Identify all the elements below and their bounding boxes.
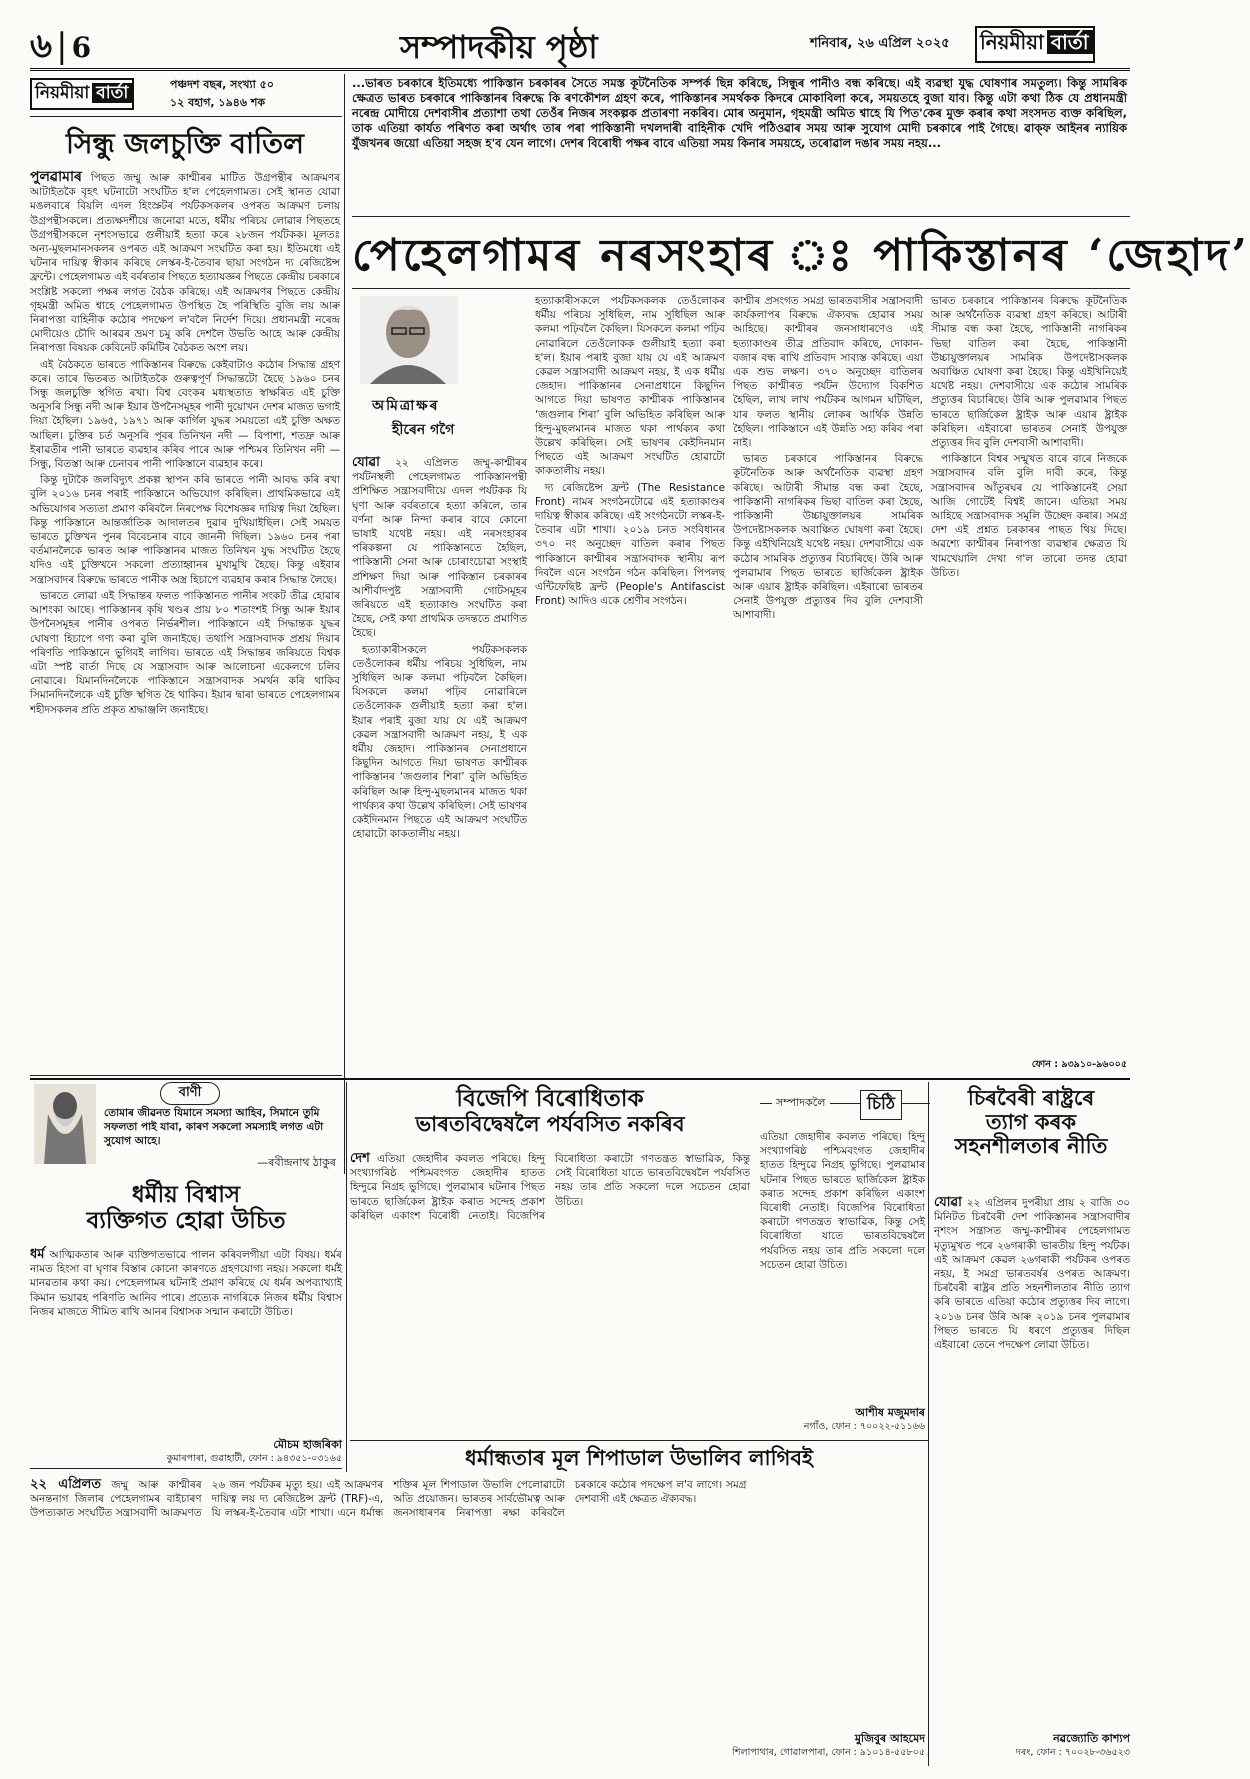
editorial-paragraph: ভাৰতে লোৱা এই সিদ্ধান্তৰ ফলত পাকিস্তানত পানীৰ সংকট তীব্ৰ হোৱাৰ আশংকা আছে। পাকিস্তানৰ কৃষি খণ্ডৰ প্ৰায় ৮০ শতাংশই সিন্ধু আৰু ইয়াৰ উপনৈসমূহৰ পানীৰ ওপৰত নিৰ্ভৰশীল। পাকিস্তানে এই সিদ্ধান্তক যুদ্ধৰ ঘোষণা হিচাপে গণ্য কৰা বুলি জনাইছে। তথাপি সন্ত্ৰাসবাদক প্ৰশ্ৰয় দিয়াৰ পৰিণতি পাকিস্তানে ভুগিবই লাগিব। ভাৰতে এই সিদ্ধান্তৰ জৰিয়তে বিশ্বক এটা স্পষ্ট বাৰ্তা দিছে যে সন্ত্ৰাসবাদ আৰু আলোচনা একেলগে চলিব নোৱাৰে। যিমানদিনলৈকে পাকিস্তানে সন্ত্ৰাসবাদক সমৰ্থন কৰি থাকিব সিমানদিনলৈকে এই চুক্তি স্থগিত হৈ থাকিব। ইয়াৰ দ্বাৰা ভাৰতে পেহেলগামৰ শহীদসকলৰ প্ৰতি প্ৰকৃত শ্ৰদ্ধাঞ্জলি জনাইছে। (30, 589, 340, 716)
letter-right-place: দৰং, ফোন : ৭০০২৮-৩৬৫২৩ (1015, 1747, 1130, 1758)
feature-paragraph: হত্যাকাৰীসকলে পৰ্যটকসকলক তেওঁলোকৰ ধৰ্মীয় পৰিচয় সুধিছিল, নাম সুধিছিল আৰু কলমা পঢ়িবলৈ কৈছিল। যিসকলে কলমা পঢ়িব নোৱাৰিলে তেওঁলোকক গুলীয়াই হত্যা কৰা হ'ল। ইয়াৰ পৰাই বুজা যায় যে এই আক্ৰমণ কেৱল সন্ত্ৰাসবাদী আক্ৰমণ নহয়, ই এক ধৰ্মীয় জেহাদ। পাকিস্তানৰ সেনাপ্ৰধানে কিছুদিন আগতে দিয়া ভাষণত কাশ্মীৰক পাকিস্তানৰ ‘জগুলাৰ শিৰা’ বুলি অভিহিত কৰিছিল আৰু হিন্দু-মুছলমানৰ মাজত থকা পাৰ্থক্যৰ কথা উল্লেখ কৰিছিল। সেই ভাষণৰ কেইদিনমান পিছতে এই আক্ৰমণ সংঘটিত হোৱাটো কাকতালীয় নহয়। (352, 643, 527, 841)
letter-left-lead: ধৰ্ম (30, 1247, 45, 1262)
letter-right-title: চিৰবৈৰী ৰাষ্ট্ৰৰে ত্যাগ কৰক সহনশীলতাৰ নীতি (954, 1086, 1108, 1159)
letter-center-body: দেশ এতিয়া জেহাদীৰ কবলত পৰিছে। হিন্দু সংখ্যাগৰিষ্ঠ পশ্চিমবংগত জেহাদীৰ হাতত হিন্দুৱে নিগ্ৰহ ভুগিছে। পুলৱামাৰ ঘটনাৰ পিছত ভাৰতে ছাৰ্জিকেল ষ্ট্ৰাইক কৰাত সন্দেহ প্ৰকাশ কৰিছিল একাংশ বিৰোধী নেতাই। বিজেপিৰ বিৰোধিতা কৰাটো গণতন্ত্ৰত স্বাভাৱিক, কিন্তু সেই বিৰোধিতা যাতে ভাৰতবিদ্বেষলৈ পৰ্যবসিত নহয় তাৰ প্ৰতি সকলো দলে সচেতন হোৱা উচিত। (350, 1151, 750, 1222)
quote-box (30, 1075, 342, 1173)
header-logo: নিয়মীয়া বাৰ্তা (975, 26, 1095, 63)
letter-center-body-2: এতিয়া জেহাদীৰ কবলত পৰিছে। হিন্দু সংখ্যাগৰিষ্ঠ পশ্চিমবংগত জেহাদীৰ হাতত হিন্দুৱে নিগ্ৰহ ভুগিছে। পুলৱামাৰ ঘটনাৰ পিছত ভাৰতে ছাৰ্জিকেল ষ্ট্ৰাইক কৰাত সন্দেহ প্ৰকাশ কৰিছিল একাংশ বিৰোধী নেতাই। বিজেপিৰ বিৰোধিতা কৰাটো গণতন্ত্ৰত স্বাভাৱিক, কিন্তু সেই বিৰোধিতা যাতে ভাৰতবিদ্বেষলৈ পৰ্যবসিত নহয় তাৰ প্ৰতি সকলো দলে সচেতন হোৱা উচিত। (760, 1131, 925, 1271)
feature-paragraph: কাশ্মীৰ প্ৰসংগত সমগ্ৰ ভাৰতবাসীৰ সন্ত্ৰাসবাদী কাৰ্যকলাপৰ বিৰুদ্ধে ঐক্যবদ্ধ হোৱাৰ সময় আহিছে। কাশ্মীৰৰ জনসাধাৰণেও এই হত্যাকাণ্ডৰ তীব্ৰ প্ৰতিবাদ কৰিছে, দোকান-বজাৰ বন্ধ ৰাখি প্ৰতিবাদ সাব্যস্ত কৰিছে। এয়া এক শুভ লক্ষণ। ৩৭০ অনুচ্ছেদ বাতিলৰ পিছত কাশ্মীৰত পৰ্যটন উদ্যোগ বিকশিত হৈছিল, লাখ লাখ পৰ্যটকৰ আগমন ঘটিছিল, যাৰ ফলত স্থানীয় লোকৰ আৰ্থিক উন্নতি হৈছিল। পাকিস্তানে এই উন্নতি সহ্য কৰিব পৰা নাই। (733, 295, 923, 450)
feature-column-2 (535, 294, 725, 1066)
masthead (30, 74, 340, 114)
page-number-bn: ৬ (30, 26, 53, 66)
saka-date: ১২ বহাগ, ১৯৪৬ শক (170, 96, 266, 109)
letter-left-signature: মৌচম হাজৰিকা (273, 1438, 342, 1451)
letter-center-title: বিজেপি বিৰোধিতাক ভাৰতবিদ্বেষলৈ পৰ্যবসিত নকৰিব (415, 1086, 685, 1137)
editorial-paragraph: এই বৈঠকতে ভাৰতে পাকিস্তানৰ বিৰুদ্ধে কেইবাটাও কঠোৰ সিদ্ধান্ত গ্ৰহণ কৰে। তাৰে ভিতৰত আটাইতকৈ গুৰুত্বপূৰ্ণ সিদ্ধান্তটো হৈছে ১৯৬০ চনৰ সিন্ধু জলচুক্তি স্থগিত ৰখা। বিশ্ব বেংকৰ মধ্যস্থতাত স্বাক্ষৰিত এই চুক্তি অনুসৰি সিন্ধু নদী আৰু ইয়াৰ উপনৈসমূহৰ পানী দুয়োখন দেশৰ মাজত ভগাই দিয়া হৈছিল। ১৯৬৫, ১৯৭১ আৰু কাৰ্গিল যুদ্ধৰ সময়তো এই চুক্তি অক্ষত আছিল। চুক্তিৰ চৰ্ত অনুসৰি পূবৰ তিনিখন নদী — বিপাশা, শতদ্ৰু আৰু ইৰাৱতীৰ পানী ভাৰতে ব্যৱহাৰ কৰিব পাৰে আৰু পশ্চিমৰ তিনিখন নদী — সিন্ধু, বিতস্তা আৰু চেনাবৰ পানী পাকিস্তানে ব্যৱহাৰ কৰে। (30, 358, 340, 471)
feature-paragraph: ভাৰত চৰকাৰে পাকিস্তানৰ বিৰুদ্ধে কূটনৈতিক আৰু অৰ্থনৈতিক ব্যৱস্থা গ্ৰহণ কৰিছে। আটাৰী সীমান্ত বন্ধ কৰা হৈছে, পাকিস্তানী নাগৰিকৰ ভিছা বাতিল কৰা হৈছে, পাকিস্তানী উচ্চায়ুক্তালয়ৰ সামৰিক উপদেষ্টাসকলক অবাঞ্চিত ঘোষণা কৰা হৈছে। কিন্তু এইখিনিয়েই যথেষ্ট নহয়। দেশবাসীয়ে এক কঠোৰ সামৰিক প্ৰত্যুত্তৰ বিচাৰিছে। উৰি আৰু পুলৱামাৰ পিছত ভাৰতে ছাৰ্জিকেল ষ্ট্ৰাইক আৰু এয়াৰ ষ্ট্ৰাইক কৰিছিল। এইবাৰো ভাৰতৰ সেনাই উপযুক্ত প্ৰত্যুত্তৰ দিব বুলি দেশবাসী আশাবাদী। (931, 295, 1127, 450)
editorial-paragraph: কিন্তু দুটাকৈ জলবিদ্যুৎ প্ৰকল্প স্থাপন কৰি ভাৰতে পানী আবদ্ধ কৰি ৰখা বুলি ২০১৬ চনৰ পৰাই পাকিস্তানে অভিযোগ কৰিছিল। প্ৰাথমিকভাৱে এই অভিযোগৰ সত্যতা প্ৰমাণ কৰিবলৈ নিৰপেক্ষ বিশেষজ্ঞৰ দায়িত্ব দিয়া হৈছিল। কিন্তু পাকিস্তানে আন্তৰ্জাতিক আদালতৰ দুৱাৰ দুখিয়াইছিল। সেই সময়ত ভাৰতে চুক্তিখন পুনৰ বিবেচনাৰ বাবে জাননী দিছিল। ১৯৬০ চনৰ পৰা বৰ্তমানলৈকে ভাৰত আৰু পাকিস্তানৰ মাজত তিনিখন যুদ্ধ সংঘটিত হৈছে যদিও এই চুক্তিখনে সকলো প্ৰত্যাহ্বানৰ মুখামুখি হৈছে। কিন্তু এইবাৰ সন্ত্ৰাসবাদৰ বিৰুদ্ধে ভাৰতে পানীক অস্ত্ৰ হিচাপে ব্যৱহাৰ কৰাৰ সিদ্ধান্ত লৈছে। (30, 474, 340, 586)
feature-author: হীৰেন গগৈ (392, 422, 455, 438)
letter-bottom-title: ধৰ্মান্ধতাৰ মূল শিপাডাল উভালিব লাগিবই (465, 1446, 813, 1470)
feature-intro: ...ভাৰত চৰকাৰে ইতিমধ্যে পাকিস্তান চৰকাৰৰ সৈতে সমস্ত কূটনৈতিক সম্পৰ্ক ছিন্ন কৰিছে, সিন্ধুৰ পানীও বন্ধ কৰিছে। এই ব্যৱস্থা যুদ্ধ ঘোষণাৰ সমতুল্য। কিন্তু সামৰিক ক্ষেত্ৰত ভাৰত চৰকাৰে পাকিস্তানৰ বিৰুদ্ধে কি ৰণকৌশল গ্ৰহণ কৰে, পাকিস্তানৰ সমৰ্থকক কিদৰে মোকাবিলা কৰে, সময়তহে বুজা যাব। কিন্তু এটা কথা ঠিক যে প্ৰধানমন্ত্ৰী নৰেন্দ্ৰ মোদীয়ে দেশবাসীৰ প্ৰত্যাশা তথা তেওঁৰ নিজৰ সংকল্পক প্ৰতাৰণা নকৰিব। মোৰ অনুমান, গৃহমন্ত্ৰী অমিত শ্বাহে যি পিত'কেৰ মুক্ত কৰাৰ কথা সংসদত ব্যক্ত কৰিছিল, তাক এতিয়া কাৰ্যত পৰিণত কৰা অৰ্থাৎ তাৰ পৰা পাকিস্তানী দখলদাৰী বাহিনীক খেদি পঠিওৱাৰ সময় আৰু সুযোগ মোদী চৰকাৰে পাই গৈছে। ৱাক্ফ আইনৰ ন্যায়িক যুঁজখনৰ জয়ো এতিয়া সহজ হ'ব যেন লাগে। দেশৰ বিৰোধী পক্ষৰ বাবে এতিয়া সময় কিনাৰ সময়হে, তৰোৱাল দঙাৰ সময় নহয়... (352, 76, 1127, 150)
letter-right-signature: নৱজ্যোতি কাশ্যপ (1053, 1732, 1130, 1745)
quote-label: বাণী (160, 1082, 220, 1105)
feature-paragraph: পাকিস্তানে বিশ্বৰ সন্মুখত বাৰে বাৰে নিজকে সন্ত্ৰাসবাদৰ বলি বুলি দাবী কৰে, কিন্তু সন্ত্ৰাসবাদৰ আঁতুৰঘৰ যে পাকিস্তানেই সেয়া আজি গোটেই বিশ্বই জানে। এতিয়া সময় আহিছে সন্ত্ৰাসবাদক সমূলি উচ্ছেদ কৰাৰ। সমগ্ৰ দেশ এই প্ৰশ্নত চৰকাৰৰ পাছত থিয় দিছে। অৱশ্যে কাশ্মীৰৰ নিৰাপত্তা ব্যৱস্থাৰ ক্ষেত্ৰত যি খামখেয়ালি দেখা গ'ল তাৰো তদন্ত হোৱা উচিত। (931, 453, 1127, 579)
feature-paragraph: ভাৰত চৰকাৰে পাকিস্তানৰ বিৰুদ্ধে কূটনৈতিক আৰু অৰ্থনৈতিক ব্যৱস্থা গ্ৰহণ কৰিছে। আটাৰী সীমান্ত বন্ধ কৰা হৈছে, পাকিস্তানী নাগৰিকৰ ভিছা বাতিল কৰা হৈছে, পাকিস্তানী উচ্চায়ুক্তালয়ৰ সামৰিক উপদেষ্টাসকলক অবাঞ্চিত ঘোষণা কৰা হৈছে। কিন্তু এইখিনিয়েই যথেষ্ট নহয়। দেশবাসীয়ে এক কঠোৰ সামৰিক প্ৰত্যুত্তৰ বিচাৰিছে। উৰি আৰু পুলৱামাৰ পিছত ভাৰতে ছাৰ্জিকেল ষ্ট্ৰাইক আৰু এয়াৰ ষ্ট্ৰাইক কৰিছিল। এইবাৰো ভাৰতৰ সেনাই উপযুক্ত প্ৰত্যুত্তৰ দিব বুলি দেশবাসী আশাবাদী। (733, 453, 923, 622)
feature-lead: যোৱা (352, 455, 380, 470)
editorial-title: সিন্ধু জলচুক্তি বাতিল (66, 127, 304, 160)
letter-bottom-place: শিলাপাথাৰ, গোৱালপাৰা, ফোন : ৯১০১৪-৫৫৮০৫ (732, 1747, 925, 1758)
column-name: অমিত্ৰাক্ষৰ (372, 398, 440, 414)
letter-center-place: নগাঁও, ফোন : ৭০০২২-৫১১৬৬ (803, 1421, 925, 1432)
page-number-en: 6 (71, 31, 92, 64)
editorial-lead: পুলৱামাৰ (30, 169, 82, 185)
letter-right-lead: যোৱা (934, 1195, 962, 1210)
author-box (352, 294, 527, 452)
quote-author: —ৰবীন্দ্ৰনাথ ঠাকুৰ (257, 1156, 336, 1169)
feature-title: পেহেলগামৰ নৰসংহাৰ ঃ পাকিস্তানৰ ‘জেহাদ’ (352, 230, 1250, 281)
feature-paragraph: হত্যাকাৰীসকলে পৰ্যটকসকলক তেওঁলোকৰ ধৰ্মীয় পৰিচয় সুধিছিল, নাম সুধিছিল আৰু কলমা পঢ়িবলৈ কৈছিল। যিসকলে কলমা পঢ়িব নোৱাৰিলে তেওঁলোকক গুলীয়াই হত্যা কৰা হ'ল। ইয়াৰ পৰাই বুজা যায় যে এই আক্ৰমণ কেৱল সন্ত্ৰাসবাদী আক্ৰমণ নহয়, ই এক ধৰ্মীয় জেহাদ। পাকিস্তানৰ সেনাপ্ৰধানে কিছুদিন আগতে দিয়া ভাষণত কাশ্মীৰক পাকিস্তানৰ ‘জগুলাৰ শিৰা’ বুলি অভিহিত কৰিছিল আৰু হিন্দু-মুছলমানৰ মাজত থকা পাৰ্থক্যৰ কথা উল্লেখ কৰিছিল। সেই ভাষণৰ কেইদিনমান পিছতে এই আক্ৰমণ সংঘটিত হোৱাটো কাকতালীয় নহয়। (535, 295, 725, 478)
page-header (30, 20, 1130, 66)
volume-info: পঞ্চদশ বছৰ, সংখ্যা ৫০ (170, 78, 274, 91)
letter-left-title: ধৰ্মীয় বিশ্বাস ব্যক্তিগত হোৱা উচিত (86, 1182, 286, 1235)
author-photo (360, 296, 458, 384)
section-title: সম্পাদকীয় পৃষ্ঠা (400, 28, 598, 66)
letter-center-lead: দেশ (350, 1151, 370, 1166)
feature-column-3 (733, 294, 923, 1066)
letter-bottom-body: ২২ এপ্ৰিলত জম্মু আৰু কাশ্মীৰৰ অনন্তনাগ জিলাৰ পেহেলগামৰ বাইচাৰণ উপত্যকাত সংঘটিত সন্ত্ৰাসবাদী আক্ৰমণত ২৬ জন পৰ্যটকৰ মৃত্যু হয়। এই আক্ৰমণৰ দায়িত্ব লয় দ্য ৰেজিষ্টেন্স ফ্ৰন্ট (TRF)-এ, যি লস্কৰ-ই-তৈবাৰ এটা শাখা। এনে ধৰ্মান্ধ শক্তিৰ মূল শিপাডাল উভালি পেলোৱাটো অতি প্ৰয়োজন। ভাৰতৰ সাৰ্বভৌমত্ব আৰু জনসাধাৰণৰ নিৰাপত্তা ৰক্ষা কৰিবলৈ চৰকাৰে কঠোৰ পদক্ষেপ ল'ব লাগে। সমগ্ৰ দেশবাসী এই ক্ষেত্ৰত ঐক্যবদ্ধ। (30, 1477, 747, 1520)
quote-text: তোমাৰ জীৱনত যিমানে সমস্যা আহিব, সিমানে তুমি সফলতা পাই যাবা, কাৰণ সকলো সমস্যাই লগত এটা সুযোগ আহে। (104, 1107, 324, 1147)
letter-right-body: যোৱা ২২ এপ্ৰিলৰ দুপৰীয়া প্ৰায় ২ বাজি ৩০ মিনিটত চিৰবৈৰী দেশ পাকিস্তানৰ সন্ত্ৰাসবাদীৰ নৃশংস সন্ত্ৰাসত জম্মু-কাশ্মীৰৰ পেহেলগামত মৃত্যুমুখত পৰে ২৬গৰাকী ভাৰতীয় হিন্দু পৰ্যটক। এই আক্ৰমণ কেৱল ২৬গৰাকী পৰ্যটকৰ ওপৰত নহয়, ই সমগ্ৰ ভাৰতবৰ্ষৰ ওপৰত আক্ৰমণ। চিৰবৈৰী ৰাষ্ট্ৰৰ প্ৰতি সহনশীলতাৰ নীতি ত্যাগ কৰি ভাৰতে এতিয়া কঠোৰ প্ৰত্যুত্তৰ দিব লাগে। ২০১৬ চনৰ উৰি আৰু ২০১৯ চনৰ পুলৱামাৰ পিছত ভাৰতে যি ধৰণে প্ৰত্যুত্তৰ দিছিল এইবাৰো তেনে পদক্ষেপ লোৱা উচিত। (934, 1195, 1130, 1352)
letter-bottom-signature: মুজিবুৰ আহমেদ (854, 1732, 925, 1745)
letter-left-body: ধৰ্ম আত্মিকতাৰ আৰু ব্যক্তিগতভাৱে পালন কৰিবলগীয়া এটা বিষয়। ধৰ্মৰ নামত হিংসা বা ঘৃণাৰ বিস্তাৰ কোনো কাৰণতে গ্ৰহণযোগ্য নহয়। সকলো ধৰ্মই মানৱতাৰ কথা কয়। পেহেলগামৰ ঘটনাই প্ৰমাণ কৰিছে যে ধৰ্মৰ অপব্যাখ্যাই কিমান ভয়াৱহ পৰিণতি আনিব পাৰে। প্ৰত্যেক নাগৰিকে নিজৰ ধৰ্মীয় বিশ্বাস নিজৰ মাজতে সীমিত ৰাখি আনৰ বিশ্বাসক সন্মান কৰাটো উচিত। (30, 1247, 343, 1318)
header-date: শনিবাৰ, ২৬ এপ্ৰিল ২০২৫ (810, 36, 950, 51)
page-number: ৬ | 6 (30, 26, 92, 66)
letter-bottom-lead: ২২ এপ্ৰিলত (30, 1477, 102, 1492)
tagore-portrait (34, 1084, 96, 1164)
feature-column-4 (931, 294, 1127, 1054)
chithi-label: সম্পাদকলৈ চিঠি (760, 1094, 930, 1124)
feature-phone: ফোন : ৯৩৯১০-৯৬০০৫ (1031, 1059, 1127, 1070)
editorial-body: পুলৱামাৰ পিছত জম্মু আৰু কাশ্মীৰৰ মাটিত উগ্ৰপন্থীৰ আক্ৰমণৰ আটাইতকৈ বৃহৎ ঘটনাটো সংঘটিত হ'ল পেহেলগামত। সেই স্থানত যোৱা মঙলবাৰে বিয়লি এদল হিংস্ৰুটৰ পৰ্যটকসকলৰ ওপৰত আক্ৰমণ চলায় উগ্ৰপন্থীসকলে। প্ৰত্যক্ষদৰ্শীয়ে জনোৱা মতে, ধৰ্মীয় পৰিচয় লোৱাৰ পিছতহে উগ্ৰপন্থীসকলে নৃশংসভাৱে গুলীয়াই হত্যা কৰে ২৮জন পৰ্যটকক। মূলতঃ অন্য-মুছলমানসকলৰ ওপৰত এই আক্ৰমণ সংঘটিত কৰা হয়। ইতিমধ্যে এই ঘটনাৰ দায়িত্ব স্বীকাৰ কৰিছে লেস্কৰ-ই-তৈবাৰ ছায়া সংগঠন দ্য ৰেজিষ্টেন্স ফ্ৰন্টে। পেহেলগামত এই বৰ্বৰতাৰ পিছতে হত্যাযজ্ঞৰ পিছতে কেন্দ্ৰীয় চৰকাৰে সংশ্লিষ্ট সকলো পক্ষৰ লগত বৈঠক কৰিছে। এই আক্ৰমণৰ পিছতে কেন্দ্ৰীয় গৃহমন্ত্ৰী অমিত শ্বাহে পেহেলগামত উপস্থিত হৈ পৰিস্থিতি বুজি লয় আৰু নিৰাপত্তা বাহিনীক কঠোৰ পদক্ষেপ ল'বলৈ নিৰ্দেশ দিয়ে। প্ৰধানমন্ত্ৰী নৰেন্দ্ৰ মোদীয়েও চৌদি আৰৱৰ ভ্ৰমণ চমু কৰি দেশলৈ উভতি আহে আৰু কেন্দ্ৰীয় নিৰাপত্তা বিষয়ক কেবিনেট কমিটিৰ বৈঠকত অংশ লয়। এই বৈঠকতে ভাৰতে পাকিস্তানৰ বিৰুদ্ধে কেইবাটাও কঠোৰ সিদ্ধান্ত গ্ৰহণ কৰে। তাৰে ভিতৰত আটাইতকৈ গুৰুত্বপূৰ্ণ সিদ্ধান্তটো হৈছে ১৯৬০ চনৰ সিন্ধু জলচুক্তি স্থগিত ৰখা। বিশ্ব বেংকৰ মধ্যস্থতাত স্বাক্ষৰিত এই চুক্তি অনুসৰি সিন্ধু নদী আৰু ইয়াৰ উপনৈসমূহৰ পানী দুয়োখন দেশৰ মাজত ভগাই দিয়া হৈছিল। ১৯৬৫, ১৯৭১ আৰু কাৰ্গিল যুদ্ধৰ সময়তো এই চুক্তি অক্ষত আছিল। চুক্তিৰ চৰ্ত অনুসৰি পূবৰ তিনিখন নদী — বিপাশা, শতদ্ৰু আৰু ইৰাৱতীৰ পানী ভাৰতে ব্যৱহাৰ কৰিব পাৰে আৰু পশ্চিমৰ তিনিখন নদী — সিন্ধু, বিতস্তা আৰু চেনাবৰ পানী পাকিস্তানে ব্যৱহাৰ কৰে। কিন্তু দুটাকৈ জলবিদ্যুৎ প্ৰকল্প স্থাপন কৰি ভাৰতে পানী আবদ্ধ কৰি ৰখা বুলি ২০১৬ চনৰ পৰাই পাকিস্তানে অভিযোগ কৰিছিল। প্ৰাথমিকভাৱে এই অভিযোগৰ সত্যতা প্ৰমাণ কৰিবলৈ নিৰপেক্ষ বিশেষজ্ঞৰ দায়িত্ব দিয়া হৈছিল। কিন্তু পাকিস্তানে আন্তৰ্জাতিক আদালতৰ দুৱাৰ দুখিয়াইছিল। সেই সময়ত ভাৰতে চুক্তিখন পুনৰ বিবেচনাৰ বাবে জাননী দিছিল। ১৯৬০ চনৰ পৰা বৰ্তমানলৈকে ভাৰত আৰু পাকিস্তানৰ মাজত তিনিখন যুদ্ধ সংঘটিত হৈছে যদিও এই চুক্তিখনে সকলো প্ৰত্যাহ্বানৰ মুখামুখি হৈছে। কিন্তু এইবাৰ সন্ত্ৰাসবাদৰ বিৰুদ্ধে ভাৰতে পানীক অস্ত্ৰ হিচাপে ব্যৱহাৰ কৰাৰ সিদ্ধান্ত লৈছে। ভাৰতে লোৱা এই সিদ্ধান্তৰ ফলত পাকিস্তানত পানীৰ সংকট তীব্ৰ হোৱাৰ আশংকা আছে। পাকিস্তানৰ কৃষি খণ্ডৰ প্ৰায় ৮০ শতাংশই সিন্ধু আৰু ইয়াৰ উপনৈসমূহৰ পানীৰ ওপৰত নিৰ্ভৰশীল। পাকিস্তানে এই সিদ্ধান্তক যুদ্ধৰ ঘোষণা হিচাপে গণ্য কৰা বুলি জনাইছে। তথাপি সন্ত্ৰাসবাদক প্ৰশ্ৰয় দিয়াৰ পৰিণতি পাকিস্তানে ভুগিবই লাগিব। ভাৰতে এই সিদ্ধান্তৰ জৰিয়তে বিশ্বক এটা স্পষ্ট বাৰ্তা দিছে যে সন্ত্ৰাসবাদ আৰু আলোচনা একেলগে চলিব নোৱাৰে। যিমানদিনলৈকে পাকিস্তানে সন্ত্ৰাসবাদক সমৰ্থন কৰি থাকিব সিমানদিনলৈকে এই চুক্তি স্থগিত হৈ থাকিব। ইয়াৰ দ্বাৰা ভাৰতে পেহেলগামৰ শহীদসকলৰ প্ৰতি প্ৰকৃত শ্ৰদ্ধাঞ্জলি জনাইছে। (30, 169, 340, 716)
letter-left-place: কুমাৰপাৰা, গুৱাহাটী, ফোন : ৯৪৩৫১-০৩১৬৫ (166, 1453, 342, 1464)
feature-column-1: যোৱা ২২ এপ্ৰিলত জম্মু-কাশ্মীৰৰ পৰ্যটনস্থলী পেহেলগামত পাকিস্তানপন্থী প্ৰশিক্ষিত সন্ত্ৰাসবাদীয়ে এদল পৰ্যটকক যি ঘৃণা আৰু বৰ্বৰতাৰে হত্যা কৰিলে, তাৰ বৰ্ণনা আৰু নিন্দা কৰাৰ বাবে কোনো ভাষাই যথেষ্ট নহয়। এই নৰসংহাৰৰ পৰিকল্পনা যে পাকিস্তানতে হৈছিল, পাকিস্তানী সেনা আৰু চোৰাংচোৱা সংস্থাই প্ৰশিক্ষণ দিয়া আৰু পাকিস্তান চৰকাৰৰ আশীৰ্বাদপুষ্ট সন্ত্ৰাসবাদী গোটসমূহৰ জৰিয়তে এই হত্যাকাণ্ড সংঘটিত কৰা হৈছে, সেই কথা প্ৰাথমিক তদন্ততে প্ৰমাণিত হৈছে। হত্যাকাৰীসকলে পৰ্যটকসকলক তেওঁলোকৰ ধৰ্মীয় পৰিচয় সুধিছিল, নাম সুধিছিল আৰু কলমা পঢ়িবলৈ কৈছিল। যিসকলে কলমা পঢ়িব নোৱাৰিলে তেওঁলোকক গুলীয়াই হত্যা কৰা হ'ল। ইয়াৰ পৰাই বুজা যায় যে এই আক্ৰমণ কেৱল সন্ত্ৰাসবাদী আক্ৰমণ নহয়, ই এক ধৰ্মীয় জেহাদ। পাকিস্তানৰ সেনাপ্ৰধানে কিছুদিন আগতে দিয়া ভাষণত কাশ্মীৰক পাকিস্তানৰ ‘জগুলাৰ শিৰা’ বুলি অভিহিত কৰিছিল আৰু হিন্দু-মুছলমানৰ মাজত থকা পাৰ্থক্যৰ কথা উল্লেখ কৰিছিল। সেই ভাষণৰ কেইদিনমান পিছতে এই আক্ৰমণ সংঘটিত হোৱাটো কাকতালীয় নহয়। (352, 455, 527, 841)
feature-paragraph: দ্য ৰেজিষ্টেন্স ফ্ৰন্ট (The Resistance Front) নামৰ সংগঠনটোৱে এই হত্যাকাণ্ডৰ দায়িত্ব স্বীকাৰ কৰিছে। এই সংগঠনটো লস্কৰ-ই-তৈবাৰ এটা শাখা। ২০১৯ চনত সংবিধানৰ ৩৭০ নং অনুচ্ছেদ বাতিল কৰাৰ পিছত পাকিস্তানে কাশ্মীৰৰ সন্ত্ৰাসবাদক স্থানীয় ৰূপ দিবলৈ এনে সংগঠন গঠন কৰিছিল। পিপলছ এন্টিফেছিষ্ট ফ্ৰন্ট (People's Antifascist Front) আদিও একে শ্ৰেণীৰ সংগঠন। (535, 481, 725, 608)
letter-center-signature: আশীষ মজুমদাৰ (855, 1406, 925, 1419)
masthead-logo: নিয়মীয়া বাৰ্তা (30, 78, 134, 110)
